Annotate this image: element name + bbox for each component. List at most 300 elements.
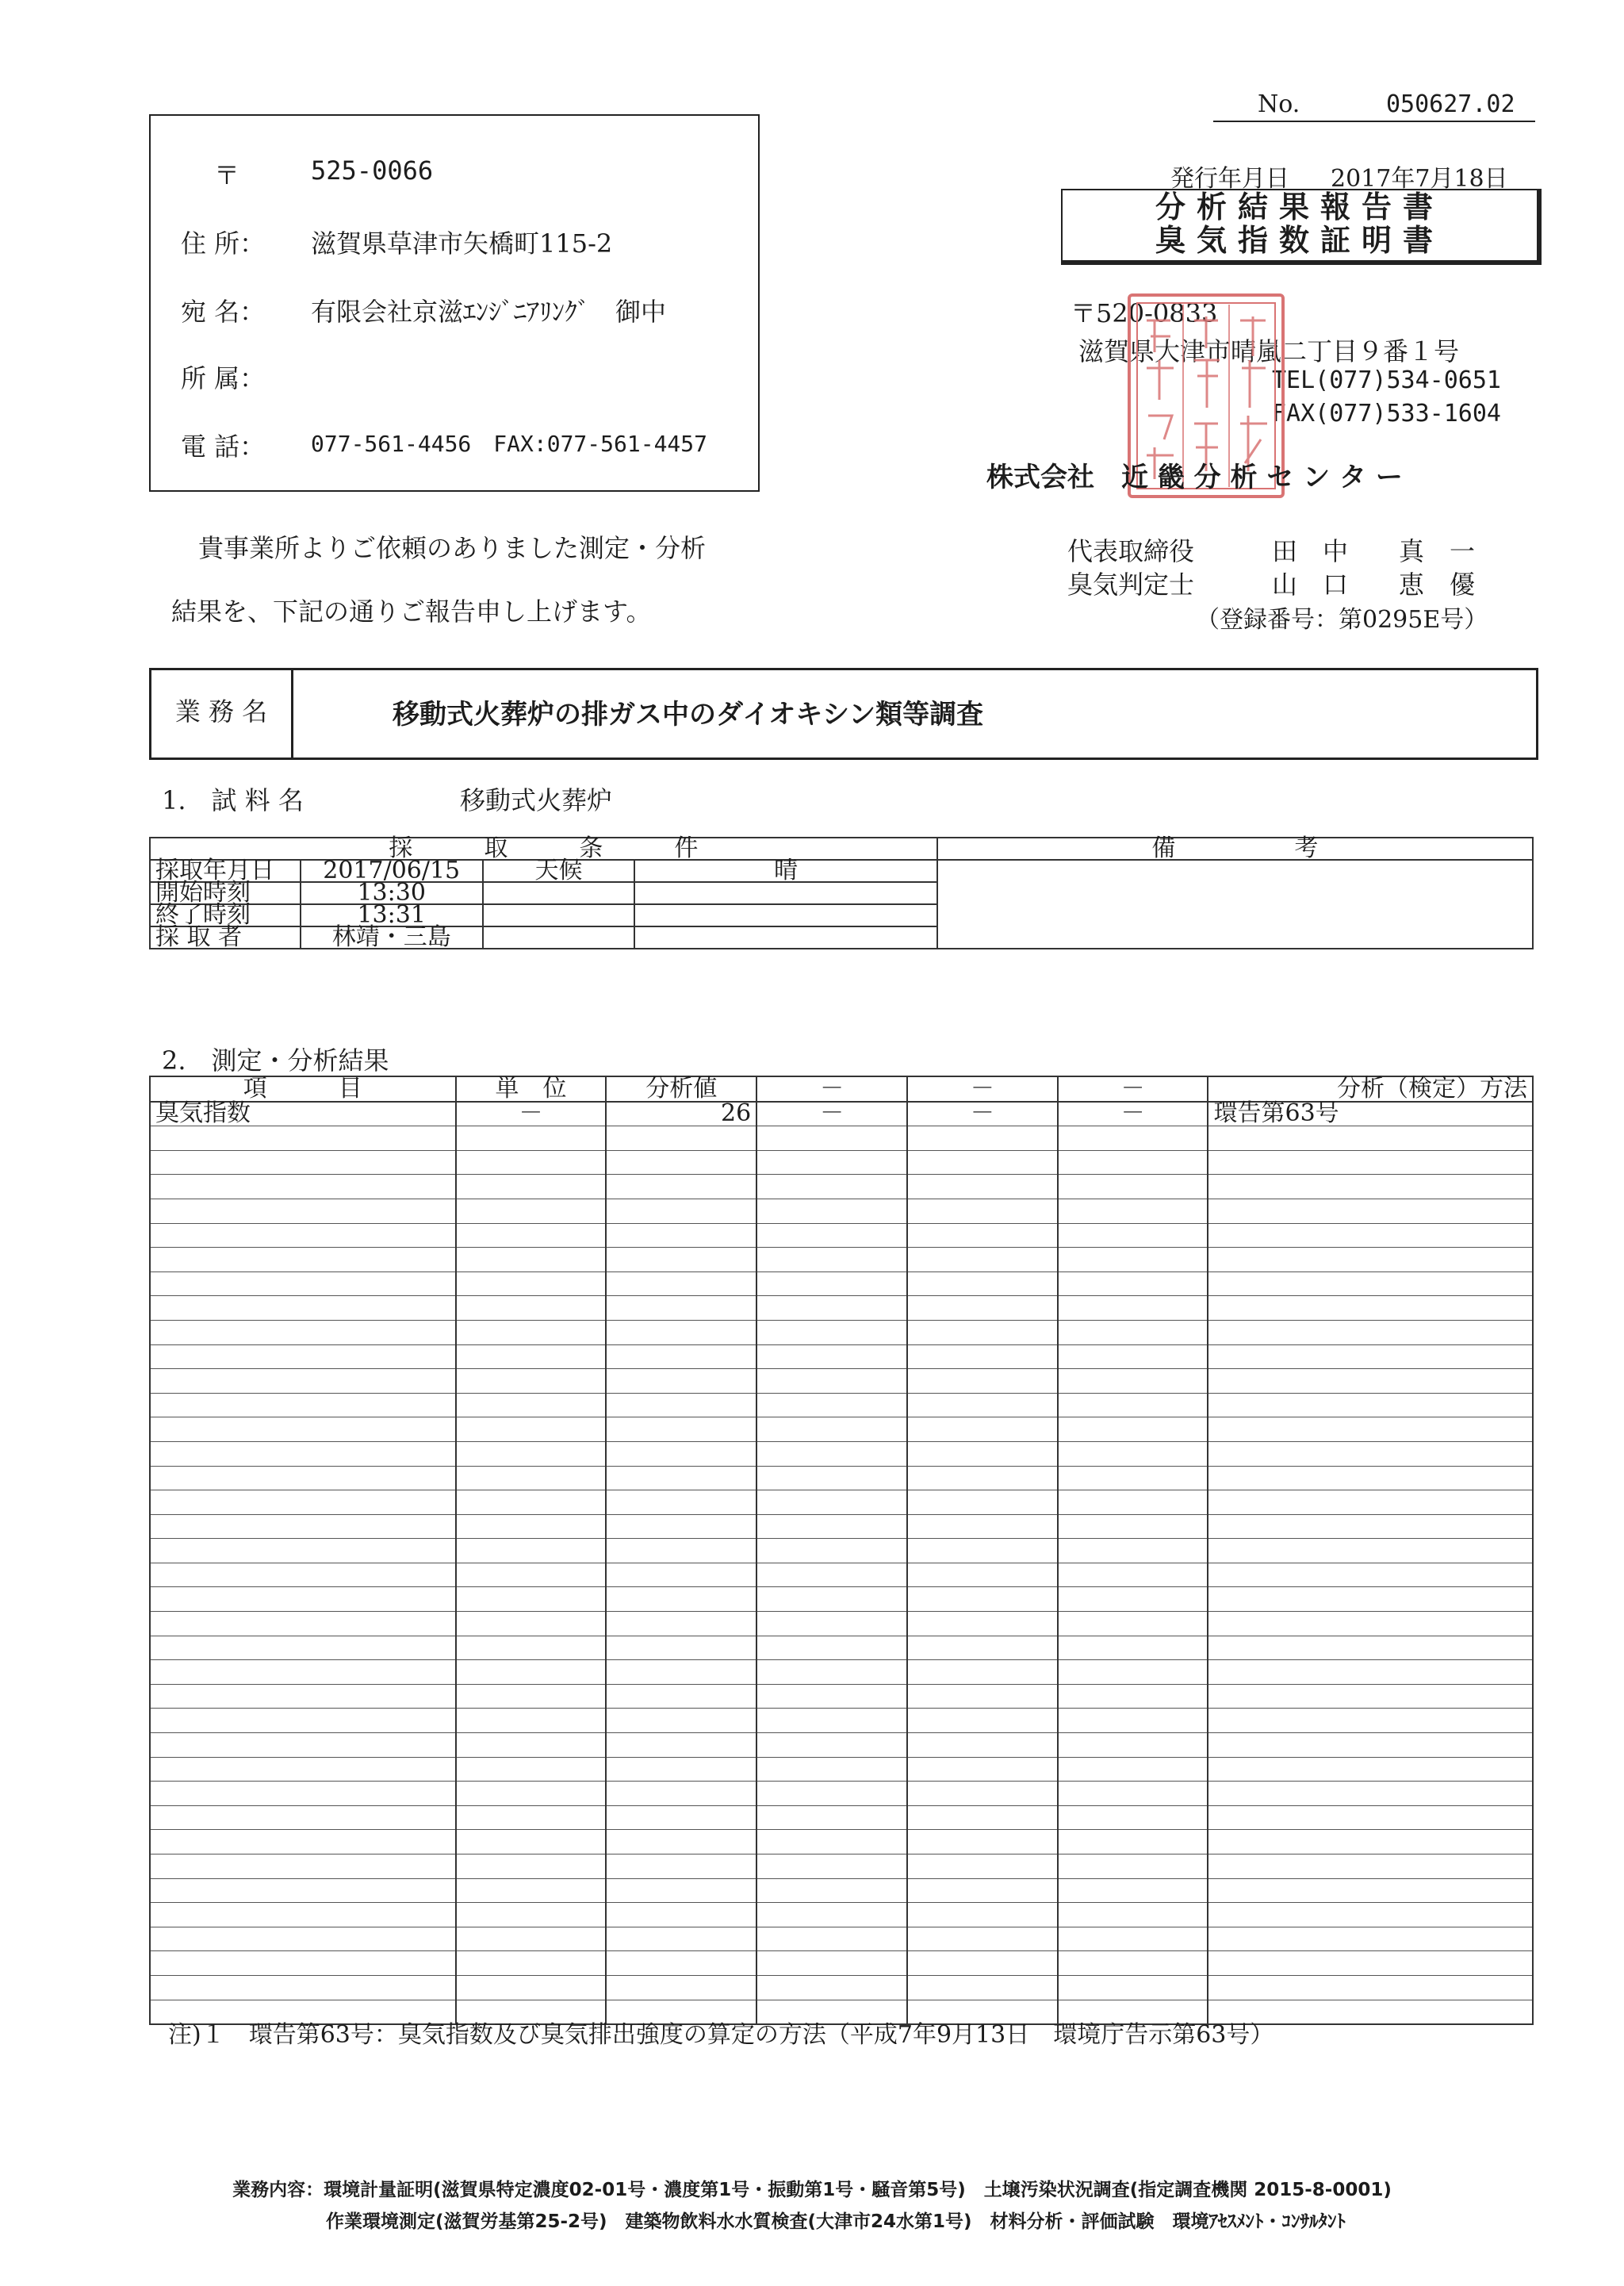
empty-cell: [1208, 1223, 1533, 1248]
empty-cell: [1208, 1757, 1533, 1782]
dept-label: 所 属：: [181, 363, 266, 393]
empty-cell: [907, 1709, 1058, 1733]
empty-cell: [756, 1441, 907, 1466]
empty-cell: [634, 904, 936, 926]
empty-cell: [756, 1878, 907, 1903]
report-title-1: 分析結果報告書: [1155, 189, 1444, 224]
empty-cell: [907, 1757, 1058, 1782]
empty-cell: [456, 1805, 607, 1830]
empty-row: [150, 1587, 1533, 1612]
empty-cell: [756, 1587, 907, 1612]
empty-cell: [756, 1175, 907, 1199]
empty-row: [150, 1514, 1533, 1539]
empty-row: [150, 1175, 1533, 1199]
empty-row: [150, 1903, 1533, 1927]
empty-cell: [756, 1757, 907, 1782]
empty-row: [150, 1636, 1533, 1660]
empty-cell: [1208, 1563, 1533, 1587]
project-label-cell: [151, 670, 293, 758]
empty-cell: [606, 1271, 756, 1296]
empty-cell: [1208, 1587, 1533, 1612]
empty-cell: [1208, 1660, 1533, 1685]
empty-cell: [150, 1782, 456, 1806]
end-time-label: 終了時刻: [150, 904, 301, 926]
empty-cell: [1208, 1320, 1533, 1344]
empty-cell: [606, 1248, 756, 1272]
empty-cell: [150, 1466, 456, 1490]
empty-row: [150, 1393, 1533, 1417]
empty-cell: [456, 1490, 607, 1515]
issuer-postal: 〒520-0833: [1071, 298, 1218, 328]
empty-cell: [456, 1223, 607, 1248]
empty-cell: [756, 1223, 907, 1248]
empty-cell: [1058, 1782, 1208, 1806]
empty-cell: [456, 1320, 607, 1344]
empty-row: [150, 1441, 1533, 1466]
empty-row: [150, 1271, 1533, 1296]
empty-cell: [150, 1271, 456, 1296]
empty-cell: [1208, 1903, 1533, 1927]
empty-cell: [150, 1369, 456, 1394]
empty-cell: [606, 1733, 756, 1758]
empty-cell: [456, 1878, 607, 1903]
empty-cell: [907, 1782, 1058, 1806]
empty-cell: [606, 1539, 756, 1563]
empty-cell: [1208, 1733, 1533, 1758]
empty-cell: [606, 1490, 756, 1515]
section1-label: 1. 試 料 名: [162, 785, 304, 815]
results-header-cell: 単 位: [456, 1076, 607, 1102]
issuer-address: 滋賀県大津市晴嵐二丁目９番１号: [1078, 336, 1460, 366]
empty-cell: [456, 1296, 607, 1321]
empty-cell: [907, 1248, 1058, 1272]
footer-line-1: 業務内容：環境計量証明(滋賀県特定濃度02-01号・濃度第1号・振動第1号・騒音第5号) 土壌汚染状況調査(指定調査機関 2015-8-0001): [232, 2180, 1392, 2200]
empty-cell: [150, 1854, 456, 1879]
empty-cell: [606, 1975, 756, 2000]
empty-cell: [1058, 1271, 1208, 1296]
empty-cell: [1058, 1539, 1208, 1563]
empty-cell: [456, 1126, 607, 1151]
empty-cell: [150, 1903, 456, 1927]
remarks-header: 備 考: [937, 838, 1533, 860]
empty-cell: [456, 1466, 607, 1490]
empty-cell: [756, 1150, 907, 1175]
empty-cell: [1208, 1490, 1533, 1515]
empty-cell: [1208, 1612, 1533, 1636]
footer-line-2: 作業環境測定(滋賀労基第25-2号) 建築物飲料水水質検査(大津市24水第1号) 材料分析・評価試験 環境ｱｾｽﾒﾝﾄ・ｺﾝｻﾙﾀﾝﾄ: [325, 2211, 1346, 2232]
empty-cell: [756, 1466, 907, 1490]
judge-title: 臭気判定士: [1067, 570, 1195, 600]
doc-no-underline: [1213, 121, 1535, 122]
empty-cell: [1208, 1175, 1533, 1199]
empty-cell: [606, 1782, 756, 1806]
start-time: 13:30: [301, 882, 483, 904]
empty-cell: [456, 1733, 607, 1758]
empty-cell: [456, 1757, 607, 1782]
result-cell: －: [1058, 1102, 1208, 1126]
name-label: 宛 名：: [181, 297, 266, 327]
empty-row: [150, 1878, 1533, 1903]
empty-cell: [150, 1223, 456, 1248]
doc-no-value: 050627.02: [1386, 90, 1515, 118]
empty-row: [150, 1951, 1533, 1976]
empty-cell: [1058, 1587, 1208, 1612]
empty-cell: [606, 1830, 756, 1854]
empty-cell: [606, 1514, 756, 1539]
empty-cell: [756, 1660, 907, 1685]
empty-row: [150, 1344, 1533, 1369]
empty-cell: [606, 1369, 756, 1394]
empty-cell: [606, 1709, 756, 1733]
empty-cell: [756, 1248, 907, 1272]
empty-row: [150, 1854, 1533, 1879]
empty-cell: [456, 1417, 607, 1442]
empty-cell: [1208, 1782, 1533, 1806]
empty-cell: [1058, 1199, 1208, 1223]
results-header-cell: －: [756, 1076, 907, 1102]
sampling-header: 採 取 条 件: [150, 838, 937, 860]
empty-cell: [1208, 1344, 1533, 1369]
empty-cell: [606, 1903, 756, 1927]
results-header-cell: －: [1058, 1076, 1208, 1102]
empty-cell: [1208, 1393, 1533, 1417]
rep-title: 代表取締役: [1067, 536, 1195, 566]
empty-cell: [907, 1126, 1058, 1151]
empty-cell: [456, 1587, 607, 1612]
empty-cell: [150, 1248, 456, 1272]
empty-cell: [1208, 1539, 1533, 1563]
empty-cell: [150, 1587, 456, 1612]
empty-cell: [456, 1271, 607, 1296]
rep-name: 田 中 真 一: [1272, 536, 1476, 566]
empty-cell: [456, 1344, 607, 1369]
empty-cell: [150, 1636, 456, 1660]
empty-cell: [606, 1660, 756, 1685]
empty-cell: [456, 1175, 607, 1199]
empty-cell: [456, 1660, 607, 1685]
empty-cell: [907, 1199, 1058, 1223]
result-cell: 26: [606, 1102, 756, 1126]
empty-cell: [1058, 1369, 1208, 1394]
sampling-date-label: 採取年月日: [150, 860, 301, 882]
empty-cell: [756, 1271, 907, 1296]
empty-cell: [1058, 1175, 1208, 1199]
empty-cell: [606, 1175, 756, 1199]
empty-cell: [150, 1393, 456, 1417]
empty-cell: [1058, 1466, 1208, 1490]
empty-cell: [1208, 1466, 1533, 1490]
empty-cell: [1208, 1636, 1533, 1660]
empty-cell: [1208, 1248, 1533, 1272]
address-label: 住 所：: [181, 228, 266, 259]
empty-row: [150, 1684, 1533, 1709]
empty-cell: [1208, 1126, 1533, 1151]
empty-cell: [907, 1805, 1058, 1830]
empty-cell: [456, 1514, 607, 1539]
empty-cell: [150, 1417, 456, 1442]
empty-cell: [756, 1126, 907, 1151]
empty-cell: [1208, 1199, 1533, 1223]
empty-row: [150, 1126, 1533, 1151]
empty-cell: [606, 1150, 756, 1175]
empty-cell: [150, 1320, 456, 1344]
empty-row: [150, 1417, 1533, 1442]
empty-cell: [456, 1854, 607, 1879]
empty-cell: [1208, 1927, 1533, 1951]
empty-row: [150, 1320, 1533, 1344]
empty-cell: [1058, 1903, 1208, 1927]
empty-row: [150, 1296, 1533, 1321]
empty-row: [150, 1830, 1533, 1854]
empty-row: [150, 1709, 1533, 1733]
empty-cell: [150, 1830, 456, 1854]
empty-cell: [907, 1514, 1058, 1539]
empty-cell: [1208, 1830, 1533, 1854]
empty-cell: [606, 1951, 756, 1976]
sampler-name: 林靖・三島: [301, 926, 483, 949]
end-time: 13:31: [301, 904, 483, 926]
empty-cell: [150, 1951, 456, 1976]
results-header-cell: 分析（検定）方法: [1208, 1076, 1533, 1102]
empty-cell: [150, 1490, 456, 1515]
empty-cell: [456, 1150, 607, 1175]
empty-cell: [483, 926, 635, 949]
empty-cell: [1058, 1320, 1208, 1344]
empty-cell: [756, 1320, 907, 1344]
empty-row: [150, 1733, 1533, 1758]
empty-cell: [606, 1126, 756, 1151]
judge-name: 山 口 恵 優: [1272, 570, 1476, 600]
empty-cell: [483, 882, 635, 904]
results-header-cell: －: [907, 1076, 1058, 1102]
empty-cell: [1058, 1344, 1208, 1369]
empty-cell: [150, 1757, 456, 1782]
empty-cell: [634, 882, 936, 904]
empty-cell: [456, 1782, 607, 1806]
results-table: [149, 1076, 1534, 2025]
empty-cell: [150, 1296, 456, 1321]
empty-cell: [756, 1296, 907, 1321]
report-title-box: [1061, 189, 1542, 265]
empty-cell: [150, 1709, 456, 1733]
results-header-cell: 項 目: [150, 1076, 456, 1102]
empty-cell: [456, 1830, 607, 1854]
empty-cell: [456, 1927, 607, 1951]
start-time-label: 開始時刻: [150, 882, 301, 904]
empty-cell: [756, 1951, 907, 1976]
empty-cell: [1208, 1271, 1533, 1296]
empty-cell: [150, 1975, 456, 2000]
empty-cell: [756, 1199, 907, 1223]
empty-cell: [1058, 1733, 1208, 1758]
empty-cell: [150, 1612, 456, 1636]
empty-cell: [907, 1539, 1058, 1563]
empty-cell: [606, 1223, 756, 1248]
empty-cell: [907, 1417, 1058, 1442]
project-label: 業 務 名: [174, 696, 268, 727]
issuer-tel: TEL(077)534-0651: [1272, 366, 1501, 394]
empty-cell: [756, 1369, 907, 1394]
report-title-2: 臭気指数証明書: [1155, 222, 1444, 258]
empty-cell: [1058, 1709, 1208, 1733]
empty-cell: [1058, 1975, 1208, 2000]
empty-cell: [756, 1903, 907, 1927]
empty-cell: [756, 1733, 907, 1758]
empty-cell: [1058, 1927, 1208, 1951]
intro-line-2: 結果を、下記の通りご報告申し上げます。: [171, 596, 652, 627]
empty-cell: [756, 1393, 907, 1417]
empty-cell: [1058, 1854, 1208, 1879]
results-header-cell: 分析値: [606, 1076, 756, 1102]
empty-row: [150, 1563, 1533, 1587]
empty-cell: [1058, 1514, 1208, 1539]
empty-cell: [606, 1563, 756, 1587]
empty-cell: [756, 1805, 907, 1830]
empty-row: [150, 1490, 1533, 1515]
recipient-name: 有限会社京滋ｴﾝｼﾞﾆｱﾘﾝｸﾞ 御中: [311, 297, 667, 327]
empty-cell: [150, 1514, 456, 1539]
empty-cell: [756, 1927, 907, 1951]
empty-row: [150, 1782, 1533, 1806]
empty-row: [150, 1660, 1533, 1685]
empty-cell: [1208, 1684, 1533, 1709]
empty-cell: [150, 1805, 456, 1830]
empty-cell: [606, 1612, 756, 1636]
empty-cell: [1208, 1150, 1533, 1175]
empty-cell: [150, 1684, 456, 1709]
empty-cell: [456, 1975, 607, 2000]
empty-cell: [907, 1587, 1058, 1612]
empty-cell: [606, 1878, 756, 1903]
empty-cell: [907, 1903, 1058, 1927]
weather-label: 天候: [483, 860, 635, 882]
note: 注)１ 環告第63号：臭気指数及び臭気排出強度の算定の方法（平成7年9月13日 環境庁告示第63号）: [168, 2021, 1274, 2049]
empty-cell: [907, 1830, 1058, 1854]
empty-cell: [606, 1587, 756, 1612]
empty-cell: [1208, 1805, 1533, 1830]
section2-label: 2. 測定・分析結果: [162, 1045, 389, 1076]
empty-cell: [456, 1612, 607, 1636]
empty-cell: [1058, 1150, 1208, 1175]
result-cell: 環告第63号: [1208, 1102, 1533, 1126]
empty-cell: [1058, 1296, 1208, 1321]
empty-cell: [1058, 1126, 1208, 1151]
empty-cell: [606, 1636, 756, 1660]
empty-cell: [1208, 1878, 1533, 1903]
empty-cell: [456, 1636, 607, 1660]
empty-cell: [634, 926, 936, 949]
empty-cell: [150, 1660, 456, 1685]
empty-cell: [907, 1612, 1058, 1636]
empty-cell: [907, 1563, 1058, 1587]
empty-cell: [1058, 1563, 1208, 1587]
empty-row: [150, 1199, 1533, 1223]
empty-cell: [150, 1175, 456, 1199]
empty-cell: [456, 1684, 607, 1709]
postal-mark: 〒: [214, 160, 240, 190]
empty-cell: [907, 1975, 1058, 2000]
empty-cell: [150, 1441, 456, 1466]
empty-row: [150, 1223, 1533, 1248]
empty-cell: [606, 1441, 756, 1466]
recipient-phone: 077-561-4456 FAX:077-561-4457: [311, 431, 708, 457]
empty-cell: [150, 1539, 456, 1563]
empty-cell: [1058, 1393, 1208, 1417]
empty-cell: [1208, 1441, 1533, 1466]
empty-cell: [907, 1320, 1058, 1344]
project-name-box: [149, 668, 1538, 760]
empty-cell: [907, 1150, 1058, 1175]
empty-cell: [907, 1490, 1058, 1515]
empty-cell: [456, 1951, 607, 1976]
empty-cell: [483, 904, 635, 926]
empty-cell: [150, 1563, 456, 1587]
result-cell: －: [907, 1102, 1058, 1126]
empty-cell: [907, 1441, 1058, 1466]
empty-cell: [907, 1369, 1058, 1394]
empty-cell: [1058, 1951, 1208, 1976]
empty-cell: [606, 1393, 756, 1417]
recipient-postal: 525-0066: [311, 155, 434, 186]
empty-cell: [1208, 1975, 1533, 2000]
intro-line-1: 貴事業所よりご依頼のありました測定・分析: [198, 533, 707, 563]
empty-cell: [456, 1248, 607, 1272]
empty-cell: [756, 1684, 907, 1709]
empty-cell: [907, 1854, 1058, 1879]
empty-row: [150, 1805, 1533, 1830]
empty-cell: [1208, 1417, 1533, 1442]
empty-row: [150, 1539, 1533, 1563]
project-name: 移動式火葬炉の排ガス中のダイオキシン類等調査: [393, 699, 984, 731]
empty-cell: [1058, 1612, 1208, 1636]
result-cell: 臭気指数: [150, 1102, 456, 1126]
empty-cell: [756, 1782, 907, 1806]
empty-cell: [606, 1296, 756, 1321]
empty-cell: [606, 1466, 756, 1490]
empty-cell: [456, 1393, 607, 1417]
empty-cell: [907, 1223, 1058, 1248]
sampling-date: 2017/06/15: [301, 860, 483, 882]
empty-cell: [756, 1709, 907, 1733]
empty-cell: [456, 1199, 607, 1223]
empty-cell: [456, 1539, 607, 1563]
empty-cell: [606, 1805, 756, 1830]
empty-cell: [756, 1854, 907, 1879]
empty-row: [150, 1757, 1533, 1782]
empty-cell: [1058, 1223, 1208, 1248]
empty-cell: [756, 1490, 907, 1515]
empty-cell: [1058, 1636, 1208, 1660]
empty-cell: [1208, 1709, 1533, 1733]
result-cell: －: [456, 1102, 607, 1126]
empty-cell: [606, 1417, 756, 1442]
empty-cell: [756, 1975, 907, 2000]
empty-cell: [150, 1927, 456, 1951]
empty-cell: [1058, 1805, 1208, 1830]
empty-cell: [1058, 1757, 1208, 1782]
doc-no-label: No.: [1258, 90, 1300, 118]
empty-cell: [1208, 1854, 1533, 1879]
issuer-company: 株式会社 近 畿 分 析 セ ン タ ー: [986, 462, 1403, 493]
empty-cell: [907, 1660, 1058, 1685]
empty-cell: [150, 1150, 456, 1175]
empty-cell: [456, 1903, 607, 1927]
recipient-address: 滋賀県草津市矢橋町115-2: [311, 228, 613, 259]
empty-cell: [1058, 1878, 1208, 1903]
issue-date-value: 2017年7月18日: [1331, 165, 1508, 193]
empty-cell: [1058, 1660, 1208, 1685]
empty-cell: [756, 1344, 907, 1369]
